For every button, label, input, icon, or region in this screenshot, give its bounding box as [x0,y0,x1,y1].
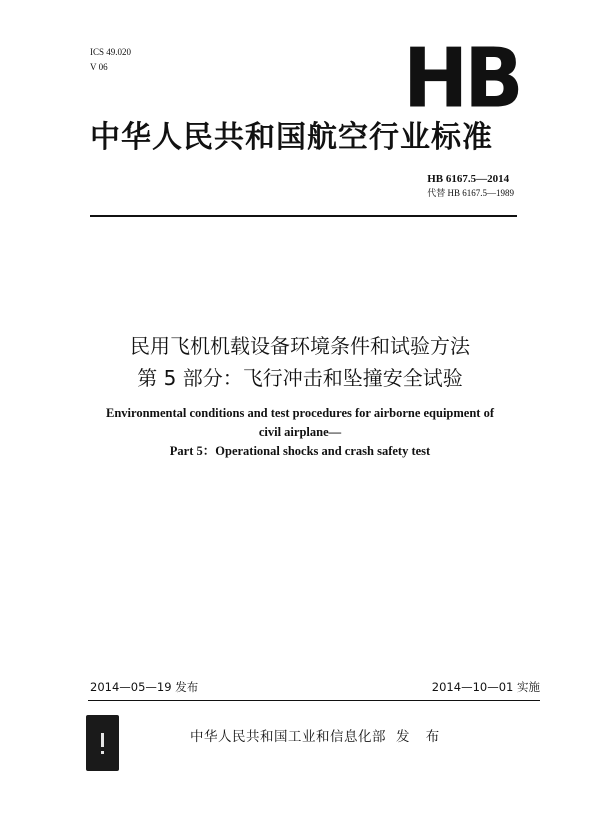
hb-logo: HB [403,31,520,127]
publish-label: 发 布 [396,729,446,745]
chinese-title [60,330,540,394]
dates-row [90,677,540,697]
publisher-name: 中华人民共和国工业和信息化部 [190,729,386,745]
publisher-line [190,727,490,747]
issue-date: 2014—05—19 发布 [90,680,199,694]
ministry-emblem-icon [86,715,119,771]
english-title-line-2: civil airplane— [258,425,342,439]
replaces-standard: 代替 HB 6167.5—1989 [427,188,514,198]
english-title [60,404,540,461]
standard-number-block [427,172,514,200]
implementation-date: 2014—10—01 实施 [431,680,540,694]
classification-code: V 06 [90,62,108,72]
header-divider [90,215,517,217]
english-title-line-3: Part 5：Operational shocks and crash safety test [169,444,431,458]
english-title-line-1: Environmental conditions and test procedures for airborne equipment of [106,406,494,420]
classification-block [90,45,131,75]
org-title: 中华人民共和国航空行业标准 [90,120,493,155]
chinese-title-line-2: 第 5 部分：飞行冲击和坠撞安全试验 [137,366,463,390]
ics-code: ICS 49.020 [90,47,132,57]
chinese-title-line-1: 民用飞机机载设备环境条件和试验方法 [130,334,470,358]
standard-number: HB 6167.5—2014 [427,173,510,185]
footer-divider [88,700,540,701]
